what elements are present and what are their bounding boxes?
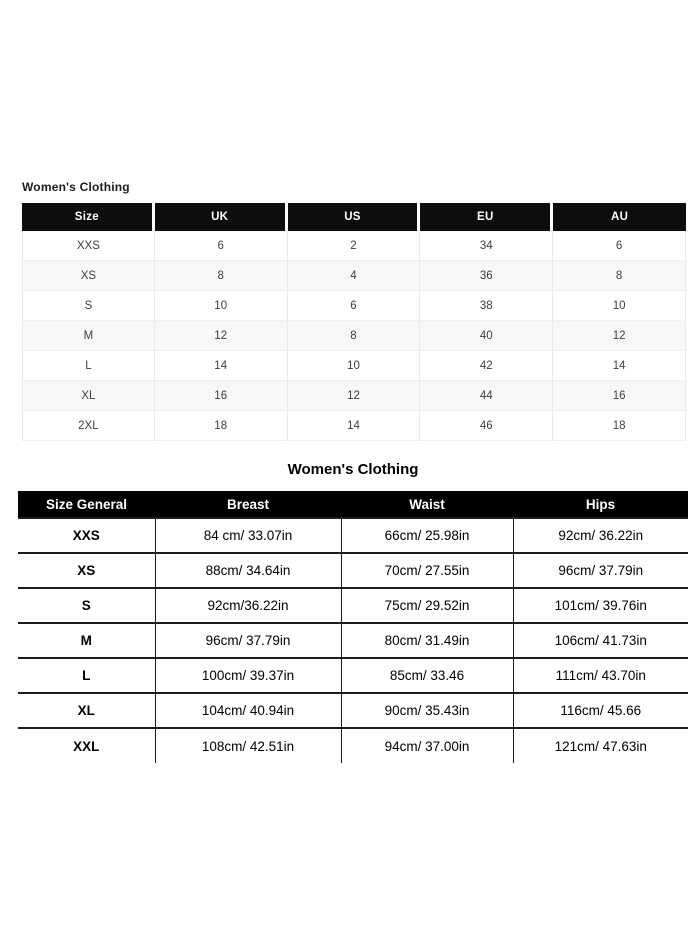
table-cell: 80cm/ 31.49in bbox=[341, 623, 513, 658]
table-cell: 84 cm/ 33.07in bbox=[155, 518, 341, 553]
table-cell: 12 bbox=[155, 321, 288, 351]
measurements-table-header bbox=[18, 491, 688, 518]
table-cell: 12 bbox=[553, 321, 686, 351]
table-cell: XXS bbox=[22, 231, 155, 261]
table-cell: L bbox=[18, 658, 155, 693]
column-header: Waist bbox=[341, 491, 513, 518]
table-cell: 96cm/ 37.79in bbox=[155, 623, 341, 658]
table-cell: 42 bbox=[420, 351, 553, 381]
table-cell: 75cm/ 29.52in bbox=[341, 588, 513, 623]
table-cell: 8 bbox=[288, 321, 421, 351]
table-cell: M bbox=[18, 623, 155, 658]
column-header: US bbox=[288, 203, 421, 231]
table-cell: 104cm/ 40.94in bbox=[155, 693, 341, 728]
table-cell: 70cm/ 27.55in bbox=[341, 553, 513, 588]
table-cell: 40 bbox=[420, 321, 553, 351]
table-cell: M bbox=[22, 321, 155, 351]
table-row bbox=[22, 321, 686, 351]
table-row bbox=[22, 381, 686, 411]
table-cell: 10 bbox=[553, 291, 686, 321]
table-cell: 2XL bbox=[22, 411, 155, 441]
header-row bbox=[18, 491, 688, 518]
column-header: AU bbox=[553, 203, 686, 231]
column-header: UK bbox=[155, 203, 288, 231]
table-cell: 108cm/ 42.51in bbox=[155, 728, 341, 763]
table-cell: L bbox=[22, 351, 155, 381]
measurements-table-body bbox=[18, 518, 688, 763]
table-row bbox=[18, 658, 688, 693]
table-cell: 85cm/ 33.46 bbox=[341, 658, 513, 693]
table-cell: 14 bbox=[288, 411, 421, 441]
table-cell: 94cm/ 37.00in bbox=[341, 728, 513, 763]
table-cell: 92cm/ 36.22in bbox=[513, 518, 688, 553]
table-cell: 18 bbox=[155, 411, 288, 441]
table-cell: 66cm/ 25.98in bbox=[341, 518, 513, 553]
table-cell: 18 bbox=[553, 411, 686, 441]
table-row bbox=[18, 728, 688, 763]
table-cell: 106cm/ 41.73in bbox=[513, 623, 688, 658]
table-row bbox=[22, 351, 686, 381]
column-header: EU bbox=[420, 203, 553, 231]
column-header: Size bbox=[22, 203, 155, 231]
table-cell: XXS bbox=[18, 518, 155, 553]
table-cell: 46 bbox=[420, 411, 553, 441]
table-cell: 2 bbox=[288, 231, 421, 261]
table-row bbox=[18, 518, 688, 553]
table-cell: XL bbox=[18, 693, 155, 728]
international-table-label: Women's Clothing bbox=[22, 180, 130, 194]
table-cell: S bbox=[18, 588, 155, 623]
table-cell: 111cm/ 43.70in bbox=[513, 658, 688, 693]
table-cell: 101cm/ 39.76in bbox=[513, 588, 688, 623]
table-cell: 6 bbox=[553, 231, 686, 261]
table-cell: 14 bbox=[155, 351, 288, 381]
table-cell: 100cm/ 39.37in bbox=[155, 658, 341, 693]
table-cell: 10 bbox=[288, 351, 421, 381]
table-cell: 16 bbox=[553, 381, 686, 411]
table-cell: 8 bbox=[553, 261, 686, 291]
table-cell: 121cm/ 47.63in bbox=[513, 728, 688, 763]
table-cell: 36 bbox=[420, 261, 553, 291]
table-cell: XL bbox=[22, 381, 155, 411]
table-cell: XS bbox=[18, 553, 155, 588]
table-cell: 90cm/ 35.43in bbox=[341, 693, 513, 728]
international-table-header bbox=[22, 203, 686, 231]
table-row bbox=[18, 553, 688, 588]
international-size-section bbox=[22, 180, 686, 441]
table-cell: 34 bbox=[420, 231, 553, 261]
table-cell: 44 bbox=[420, 381, 553, 411]
measurements-table bbox=[18, 491, 688, 763]
table-cell: 10 bbox=[155, 291, 288, 321]
table-row bbox=[18, 693, 688, 728]
table-cell: 6 bbox=[288, 291, 421, 321]
table-row bbox=[18, 623, 688, 658]
international-size-table bbox=[22, 203, 686, 441]
table-cell: 12 bbox=[288, 381, 421, 411]
table-cell: XXL bbox=[18, 728, 155, 763]
table-row bbox=[22, 261, 686, 291]
table-row bbox=[22, 231, 686, 261]
table-cell: 88cm/ 34.64in bbox=[155, 553, 341, 588]
table-row bbox=[22, 411, 686, 441]
table-cell: 6 bbox=[155, 231, 288, 261]
table-cell: 116cm/ 45.66 bbox=[513, 693, 688, 728]
table-cell: 4 bbox=[288, 261, 421, 291]
table-cell: S bbox=[22, 291, 155, 321]
column-header: Size General bbox=[18, 491, 155, 518]
measurements-table-title: Women's Clothing bbox=[287, 461, 419, 478]
column-header: Hips bbox=[513, 491, 688, 518]
table-row bbox=[18, 588, 688, 623]
table-row bbox=[22, 291, 686, 321]
international-table-body bbox=[22, 231, 686, 441]
table-cell: 92cm/36.22in bbox=[155, 588, 341, 623]
header-row bbox=[22, 203, 686, 231]
measurements-section bbox=[18, 460, 688, 763]
table-cell: XS bbox=[22, 261, 155, 291]
table-cell: 16 bbox=[155, 381, 288, 411]
table-cell: 38 bbox=[420, 291, 553, 321]
table-cell: 8 bbox=[155, 261, 288, 291]
table-cell: 14 bbox=[553, 351, 686, 381]
table-cell: 96cm/ 37.79in bbox=[513, 553, 688, 588]
column-header: Breast bbox=[155, 491, 341, 518]
